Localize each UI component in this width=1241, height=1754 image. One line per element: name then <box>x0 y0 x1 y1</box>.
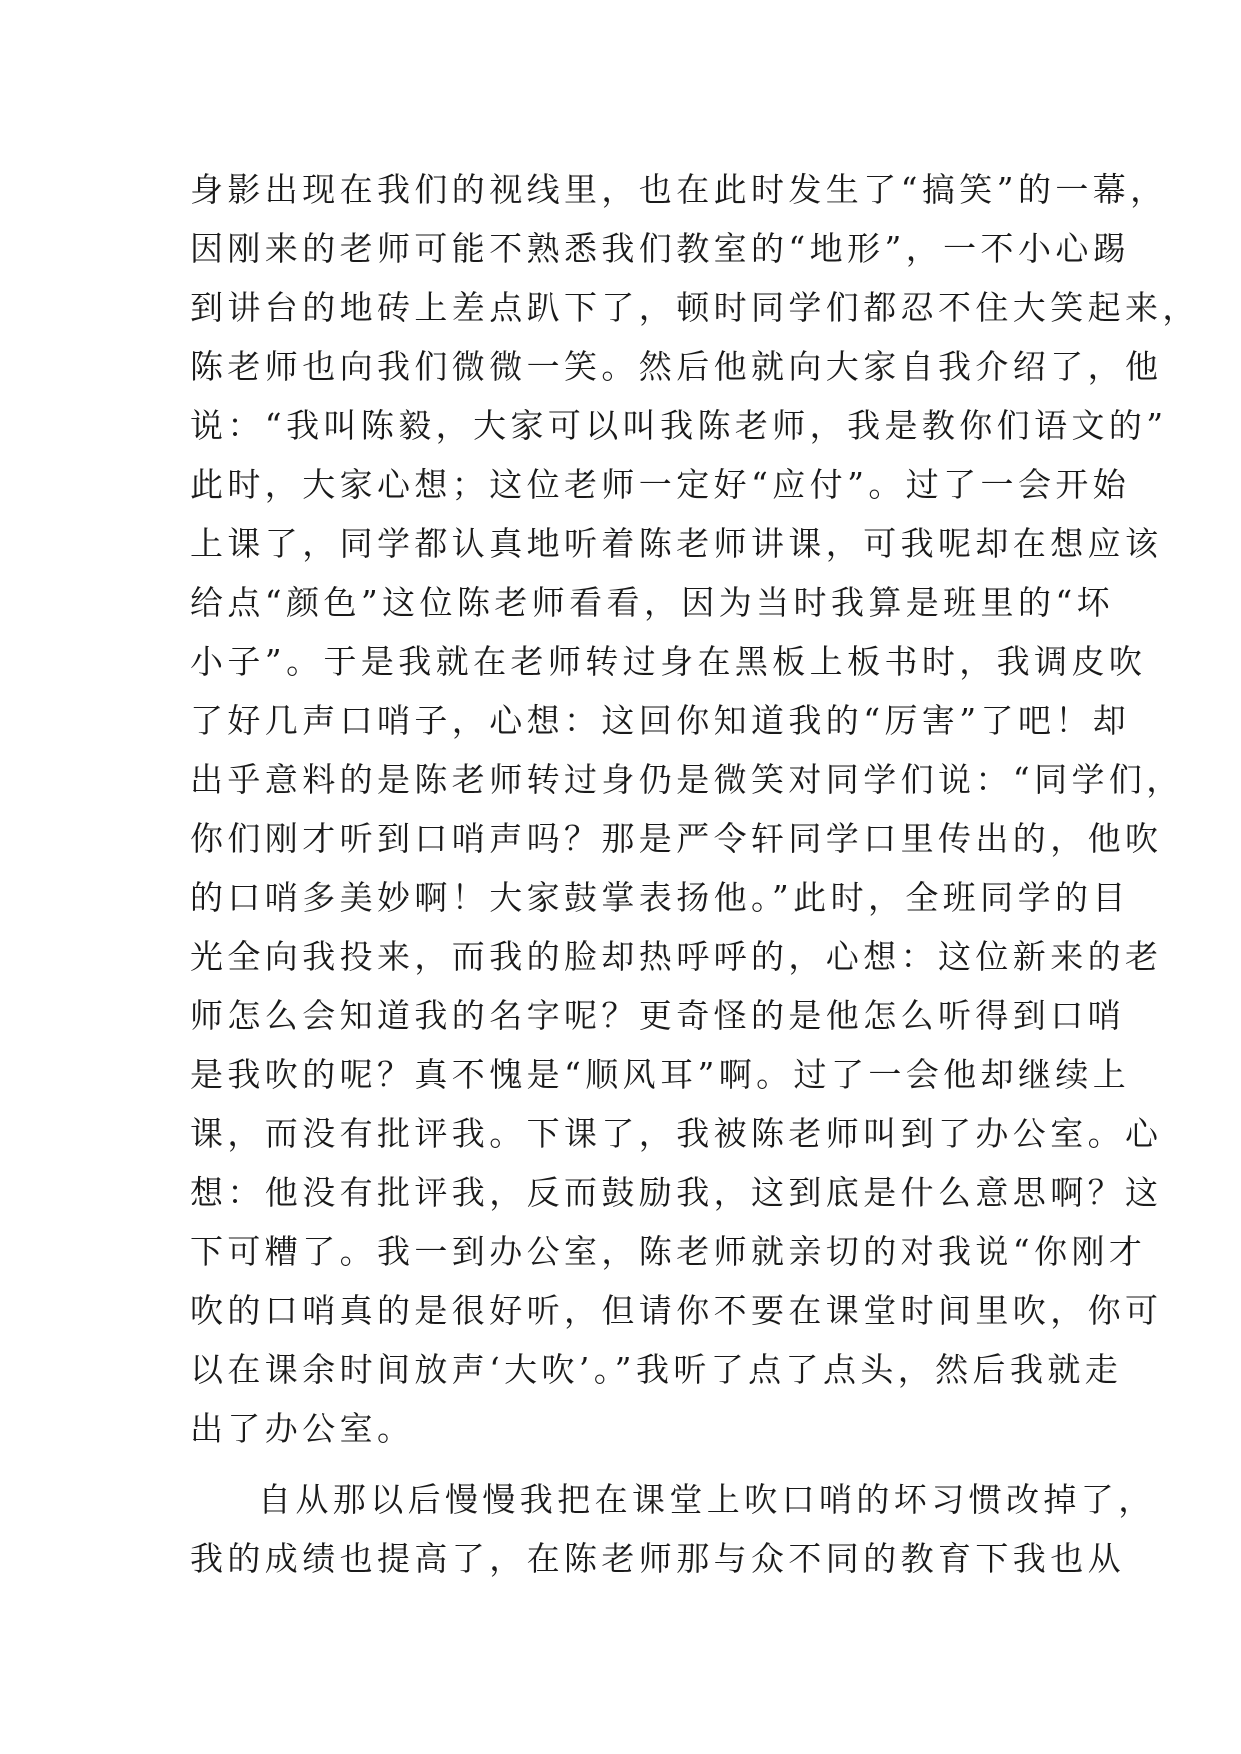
text-line: 到讲台的地砖上差点趴下了，顿时同学们都忍不住大笑起来， <box>190 288 1200 327</box>
text-line: 了好几声口哨子，心想：这回你知道我的“厉害”了吧！却 <box>190 701 1131 740</box>
text-line: 你们刚才听到口哨声吗？那是严令轩同学口里传出的，他吹 <box>190 819 1163 858</box>
text-line: 师怎么会知道我的名字呢？更奇怪的是他怎么听得到口哨 <box>190 996 1125 1035</box>
text-line: 此时，大家心想；这位老师一定好“应付”。过了一会开始 <box>190 465 1131 504</box>
text-line: 身影出现在我们的视线里，也在此时发生了“搞笑”的一幕， <box>190 170 1168 209</box>
text-line: 以在课余时间放声‘大吹’。”我听了点了点头，然后我就走 <box>190 1350 1123 1389</box>
text-line: 课，而没有批评我。下课了，我被陈老师叫到了办公室。心 <box>190 1114 1163 1153</box>
text-line: 陈老师也向我们微微一笑。然后他就向大家自我介绍了，他 <box>190 347 1163 386</box>
text-line: 给点“颜色”这位陈老师看看，因为当时我算是班里的“坏 <box>190 583 1115 622</box>
text-line: 说：“我叫陈毅，大家可以叫我陈老师，我是教你们语文的” <box>190 406 1168 445</box>
paragraph-2 <box>190 1470 1156 1588</box>
text-line: 因刚来的老师可能不熟悉我们教室的“地形”，一不小心踢 <box>190 229 1131 268</box>
text-line: 自从那以后慢慢我把在课堂上吹口哨的坏习惯改掉了， <box>258 1480 1156 1519</box>
text-line: 下可糟了。我一到办公室，陈老师就亲切的对我说“你刚才 <box>190 1232 1147 1271</box>
document-body <box>190 160 1200 1588</box>
text-line: 是我吹的呢？真不愧是“顺风耳”啊。过了一会他却继续上 <box>190 1055 1131 1094</box>
text-line: 上课了，同学都认真地听着陈老师讲课，可我呢却在想应该 <box>190 524 1163 563</box>
text-line: 想：他没有批评我，反而鼓励我，这到底是什么意思啊？这 <box>190 1173 1163 1212</box>
text-line: 小子”。于是我就在老师转过身在黑板上板书时，我调皮吹 <box>190 642 1147 681</box>
text-line: 的口哨多美妙啊！大家鼓掌表扬他。”此时，全班同学的目 <box>190 878 1130 917</box>
text-line: 我的成绩也提高了，在陈老师那与众不同的教育下我也从 <box>190 1539 1125 1578</box>
text-line: 光全向我投来，而我的脸却热呼呼的，心想：这位新来的老 <box>190 937 1163 976</box>
text-line: 出了办公室。 <box>190 1409 415 1448</box>
paragraph-gap <box>190 1458 1090 1470</box>
text-line: 吹的口哨真的是很好听，但请你不要在课堂时间里吹，你可 <box>190 1291 1163 1330</box>
paragraph-1 <box>190 160 1200 1458</box>
text-line: 出乎意料的是陈老师转过身仍是微笑对同学们说：“同学们， <box>190 760 1184 799</box>
